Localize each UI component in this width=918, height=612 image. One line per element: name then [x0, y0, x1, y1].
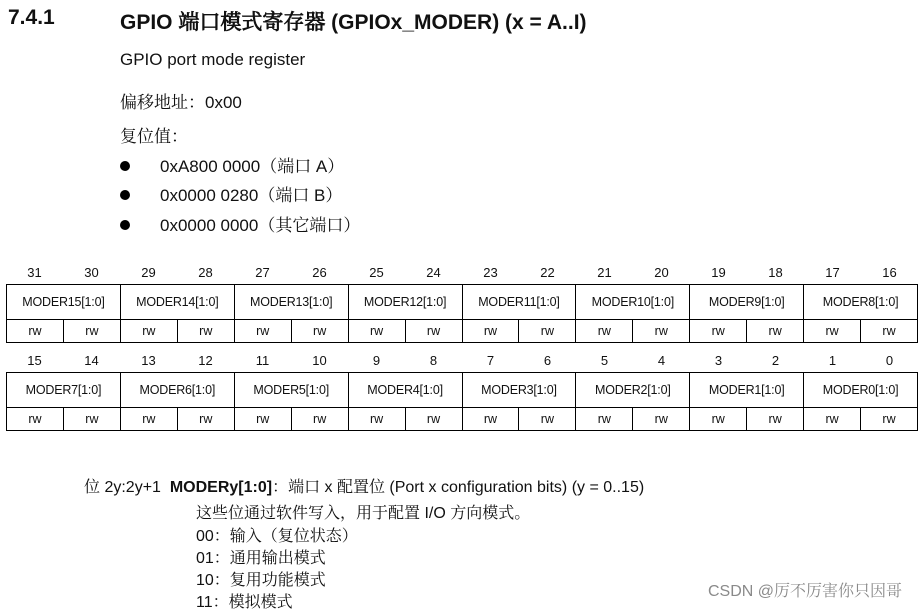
field-description-heading — [84, 474, 644, 497]
access-cell: rw — [348, 320, 405, 343]
access-cell: rw — [234, 320, 291, 343]
bit-number: 23 — [483, 265, 498, 280]
access-cell: rw — [633, 320, 690, 343]
bit-number: 19 — [711, 265, 726, 280]
bullet-icon — [120, 190, 130, 200]
bit-number: 28 — [198, 265, 213, 280]
reset-value-text: 0x0000 0000（其它端口） — [160, 216, 361, 235]
description-line: 00：输入（复位状态） — [196, 528, 358, 545]
bit-number: 6 — [543, 353, 552, 368]
access-cell: rw — [348, 408, 405, 431]
bit-number: 17 — [825, 265, 840, 280]
watermark: CSDN @厉不厉害你只因哥 — [707, 583, 902, 600]
bit-number: 0 — [885, 353, 894, 368]
section-number: 7.4.1 — [8, 6, 55, 29]
bit-number: 29 — [141, 265, 156, 280]
access-cell: rw — [690, 320, 747, 343]
bit-number: 20 — [654, 265, 669, 280]
access-cell: rw — [462, 320, 519, 343]
field-summary: ：端口 x 配置位 (Port x configuration bits) (y = 0..15) — [272, 479, 645, 496]
bit-number: 31 — [27, 265, 42, 280]
access-cell: rw — [291, 320, 348, 343]
access-cell: rw — [576, 408, 633, 431]
bit-number: 16 — [882, 265, 897, 280]
reset-value-item — [120, 152, 344, 177]
access-cell: rw — [120, 408, 177, 431]
bit-number: 13 — [141, 353, 156, 368]
offset-address: 偏移地址：0x00 — [120, 93, 242, 112]
access-cell: rw — [861, 320, 918, 343]
register-field: MODER14[1:0] — [120, 285, 234, 320]
access-cell: rw — [747, 408, 804, 431]
register-field: MODER6[1:0] — [120, 373, 234, 408]
reset-value-item — [120, 211, 360, 236]
register-field: MODER4[1:0] — [348, 373, 462, 408]
register-field: MODER15[1:0] — [7, 285, 121, 320]
bit-number: 25 — [369, 265, 384, 280]
access-cell: rw — [405, 320, 462, 343]
register-field: MODER7[1:0] — [7, 373, 121, 408]
bit-number: 18 — [768, 265, 783, 280]
description-line: 01：通用输出模式 — [196, 550, 326, 567]
access-cell: rw — [120, 320, 177, 343]
register-upper-half — [6, 262, 918, 343]
register-field: MODER0[1:0] — [804, 373, 918, 408]
access-cell: rw — [747, 320, 804, 343]
bit-number: 5 — [600, 353, 609, 368]
bit-number: 4 — [657, 353, 666, 368]
register-field: MODER1[1:0] — [690, 373, 804, 408]
access-cell: rw — [291, 408, 348, 431]
bit-number: 11 — [255, 353, 270, 368]
access-row — [7, 320, 918, 343]
register-field: MODER9[1:0] — [690, 285, 804, 320]
access-cell: rw — [234, 408, 291, 431]
bit-number: 24 — [426, 265, 441, 280]
access-cell: rw — [576, 320, 633, 343]
register-field: MODER13[1:0] — [234, 285, 348, 320]
bit-number: 1 — [828, 353, 837, 368]
access-cell: rw — [804, 408, 861, 431]
access-cell: rw — [519, 320, 576, 343]
register-subtitle: GPIO port mode register — [120, 50, 306, 69]
bit-number: 8 — [429, 353, 438, 368]
access-cell: rw — [804, 320, 861, 343]
bit-number: 15 — [27, 353, 42, 368]
access-cell: rw — [7, 408, 64, 431]
access-cell: rw — [177, 320, 234, 343]
access-cell: rw — [63, 320, 120, 343]
access-cell: rw — [519, 408, 576, 431]
register-field: MODER11[1:0] — [462, 285, 576, 320]
bit-number: 22 — [540, 265, 555, 280]
field-row — [7, 285, 918, 320]
register-table — [6, 284, 918, 343]
bit-number: 3 — [714, 353, 723, 368]
access-row — [7, 408, 918, 431]
register-field: MODER5[1:0] — [234, 373, 348, 408]
access-cell: rw — [405, 408, 462, 431]
section-title: GPIO 端口模式寄存器 (GPIOx_MODER) (x = A..I) — [120, 11, 587, 34]
bullet-icon — [120, 220, 130, 230]
bit-number: 14 — [84, 353, 99, 368]
bit-number: 26 — [312, 265, 327, 280]
bullet-icon — [120, 161, 130, 171]
field-name: MODERy[1:0] — [169, 479, 273, 496]
access-cell: rw — [7, 320, 64, 343]
reset-value-item — [120, 181, 342, 206]
access-cell: rw — [177, 408, 234, 431]
access-cell: rw — [861, 408, 918, 431]
register-field: MODER8[1:0] — [804, 285, 918, 320]
bit-number: 7 — [486, 353, 495, 368]
bit-number: 27 — [255, 265, 270, 280]
access-cell: rw — [462, 408, 519, 431]
bit-number-row — [6, 350, 918, 372]
access-cell: rw — [690, 408, 747, 431]
register-field: MODER10[1:0] — [576, 285, 690, 320]
register-field: MODER3[1:0] — [462, 373, 576, 408]
bit-number: 10 — [312, 353, 327, 368]
reset-value-text: 0x0000 0280（端口 B） — [160, 186, 343, 205]
field-row — [7, 373, 918, 408]
bit-number: 30 — [84, 265, 99, 280]
bit-number: 12 — [198, 353, 213, 368]
bit-number: 21 — [597, 265, 612, 280]
access-cell: rw — [63, 408, 120, 431]
register-field: MODER12[1:0] — [348, 285, 462, 320]
description-line: 11：模拟模式 — [196, 594, 293, 611]
register-field: MODER2[1:0] — [576, 373, 690, 408]
reset-value-text: 0xA800 0000（端口 A） — [160, 157, 345, 176]
reset-value-label: 复位值： — [120, 127, 188, 146]
register-table — [6, 372, 918, 431]
register-lower-half — [6, 350, 918, 431]
description-line: 这些位通过软件写入，用于配置 I/O 方向模式。 — [196, 505, 531, 522]
bit-number: 2 — [771, 353, 780, 368]
bit-range: 位 2y:2y+1 — [84, 479, 161, 496]
bit-number: 9 — [372, 353, 381, 368]
access-cell: rw — [633, 408, 690, 431]
bit-number-row — [6, 262, 918, 284]
description-line: 10：复用功能模式 — [196, 572, 326, 589]
